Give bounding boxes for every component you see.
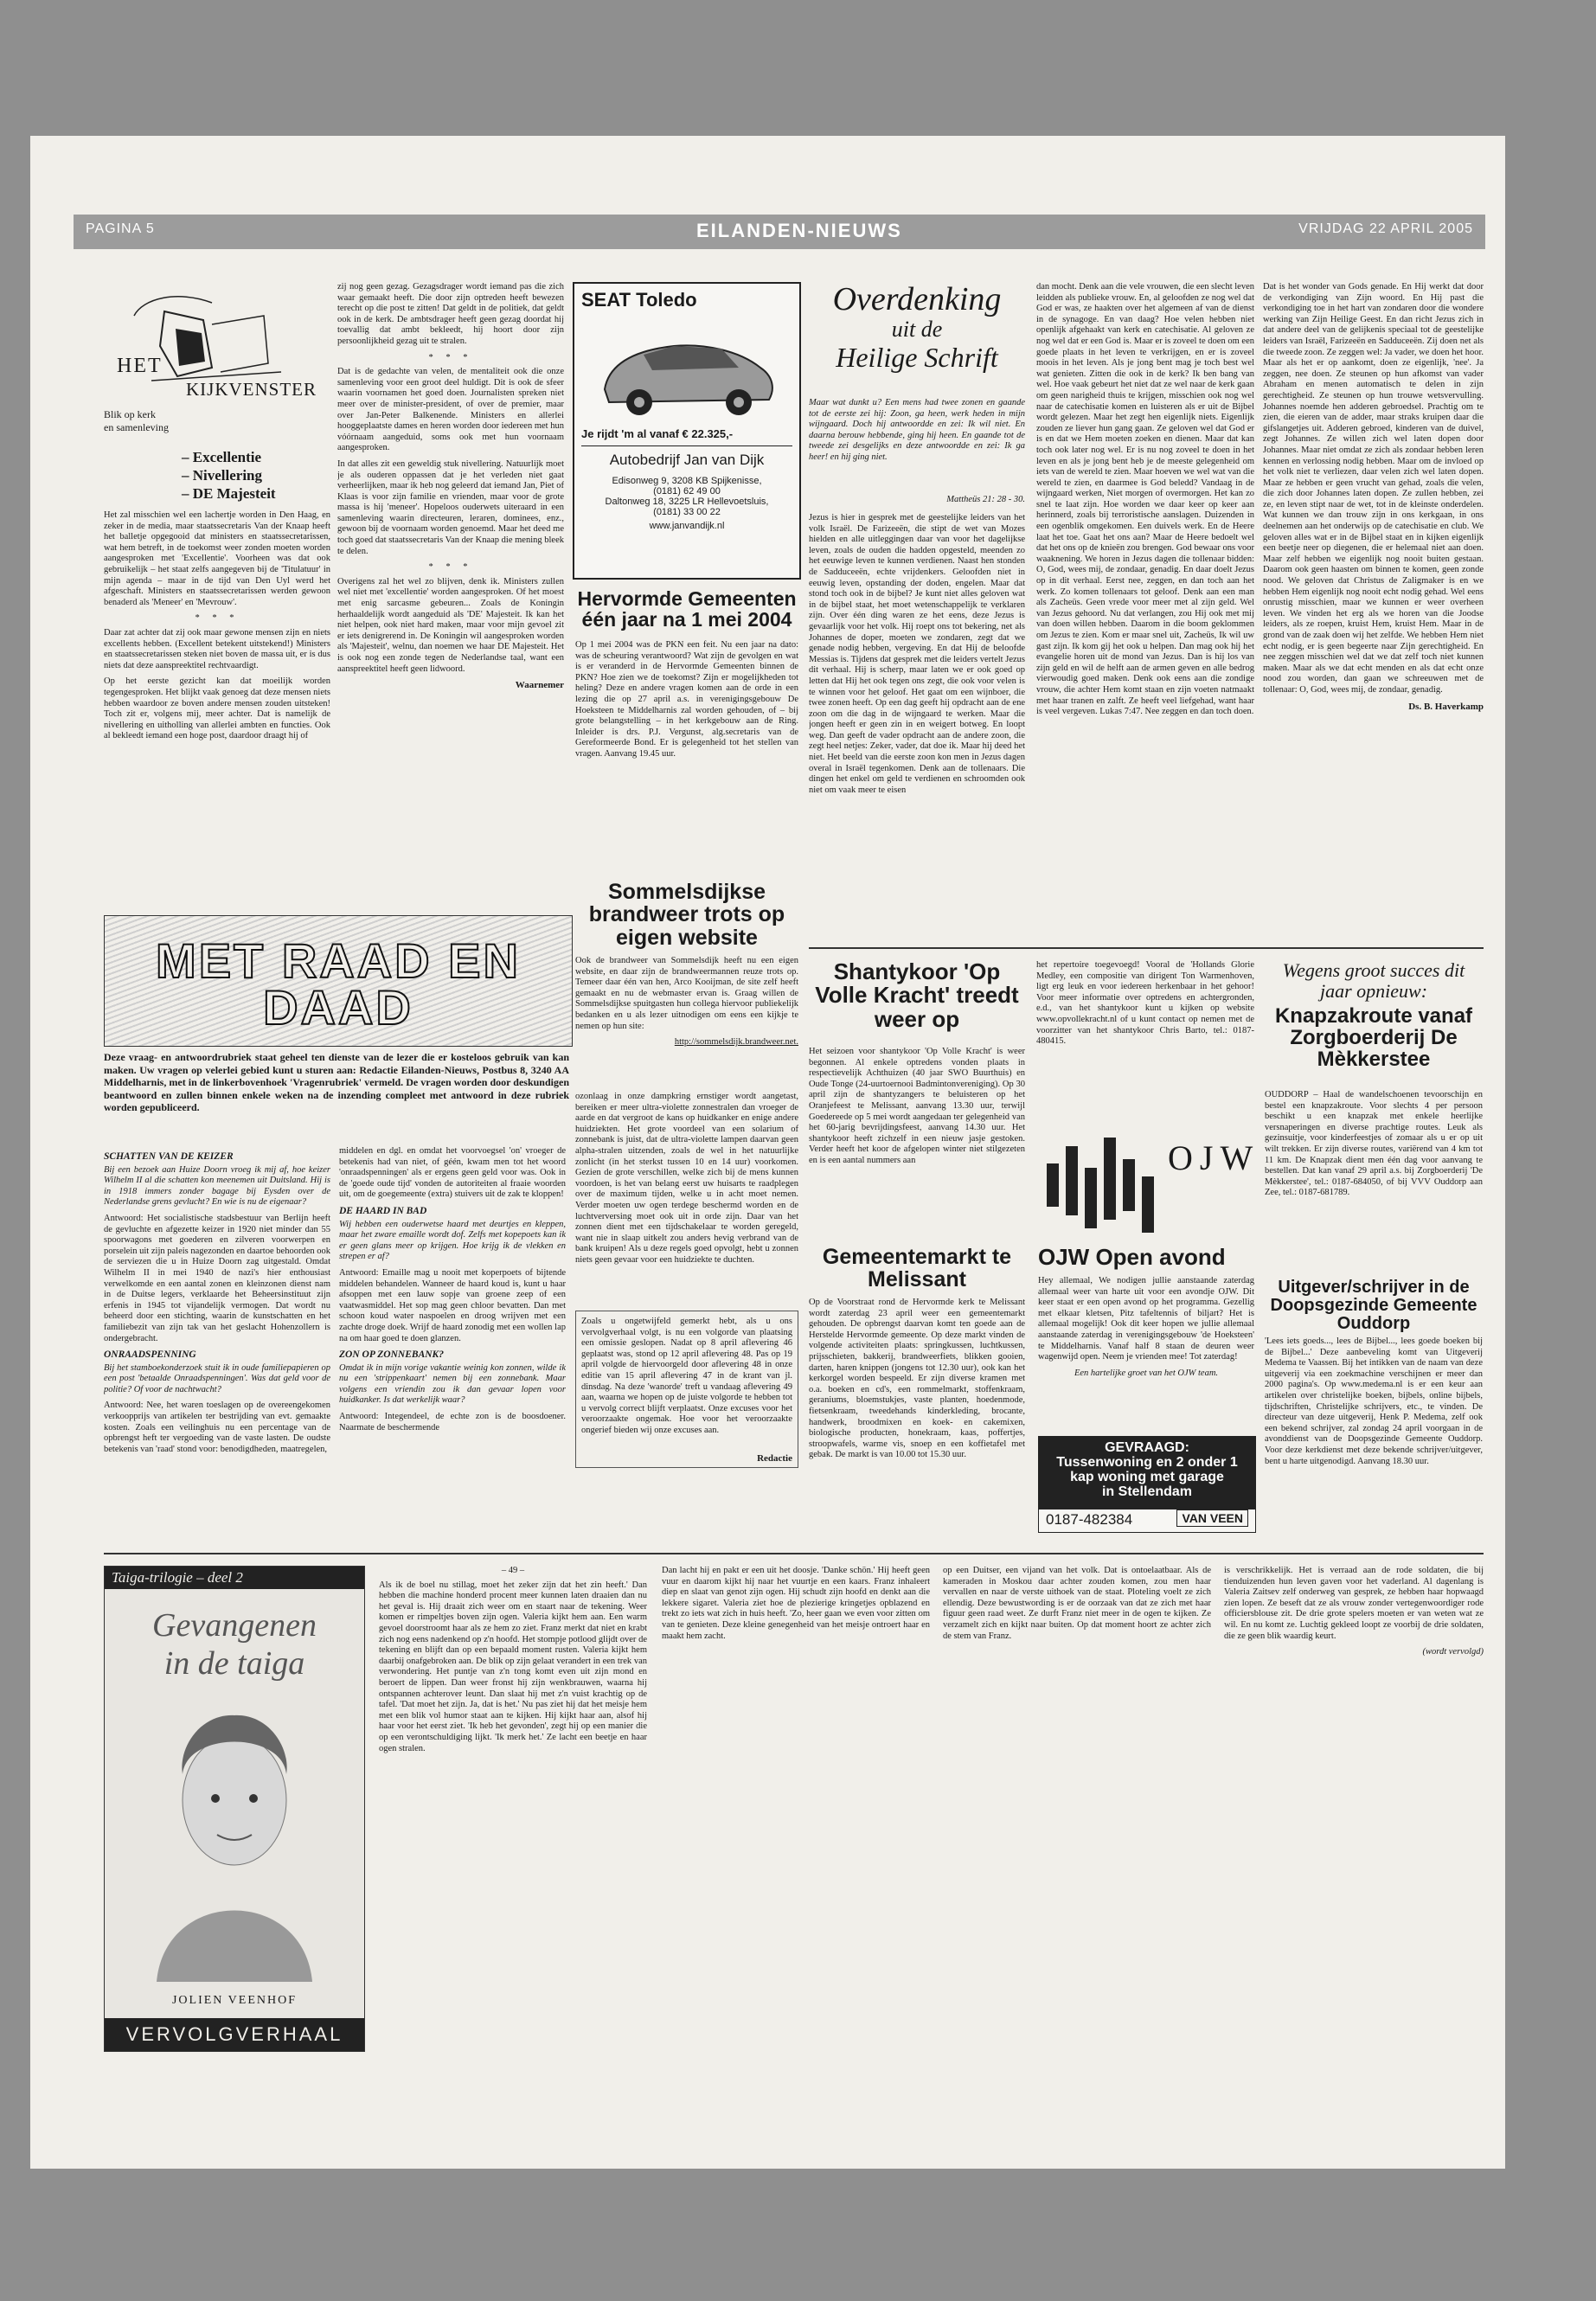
seat-ad-title: SEAT Toledo — [581, 289, 697, 311]
article-paragraph: Dat is het wonder van Gods genade. En Hij werkt dat door de verkondiging van Zijn woord. En Hij past die verkondiging toe in het hart van zondaren door die wondere werking van Zijn Heilige Geest. En dan richt Jezus zich in dat andere deel van de gelijkenis speciaal tot de geestelijke leiders van Israël, Farizeeën en Sadduceeën. Zij doen net als die tweede zoon. Ze zeggen wel: Ja vader, we doen het hoor. Maar als het er op aankomt, doen ze eigenlijk, 'nee'. Ja zeggen, nee doen. Ze steunen op hun afkomst van vader Abraham en menen automatisch te delen in zijn gerechtigheid. Ze steunen op hun trouwe wetsvervulling. Johannes noemde hen adderen gebroedsel. Prachtig om te zien, die eieren van de adder, maar straks kruipen daar die gifslangetjes uit. Adderen gebroed, kinderen van de duivel, zegt Johannes. Ze willen zich wel laten dopen door Johannes. Maar niet omdat ze zich als zondaar hebben leren kennen en verlossing nodig hebben. Maar om de invloed op het volk niet te verliezen, daar velen zich wel laten dopen. Maar ze hebben er geen vrucht van gehad, zoals die velen, die zich door Johannes laten dopen. Ze zullen hebben, zei ze, en leven stipt naar de wet, tot in de kleinste onderdelen. Wat kunnen we dan trouw zijn in ons kerkgaan, in ons deelnemen aan het onderwijs op de catechisatie en club. We geloven alles wat er in de Bijbel staat en in kijken eigenlijk een beetje neer op diegenen, die er helemaal niet aan doen. Maar zelf hebben we eigenlijk nog nooit buiten gestaan. Daarom ook geen haasten om binnen te komen, geen zonde nood. We geloven dat Christus de Zaligmaker is en we hebben Hem eigenlijk nog nooit echt nodig gehad. Wel eens onrustig misschien, maar we kunnen er weer overheen leven. We vinden het erg als we horen van die Joodse leiders, als ze roepen, kruist Hem, kruist Hem. Maar in de grond van de zaak doen wij het zelfde. We hebben Hem niet echt nodig, er is geen begeerte naar Zijn gerechtigheid. En nee zeggen misschien wel dat we dat zelf toch niet kunnen maken. Maar als we dat echt menden en als dat echt onze nood zou worden, dan gaan we schreeuwen met de tollenaar: O, God, wees mij, de zondaar, genadig. — [1263, 282, 1484, 695]
dealer-address-2: Daltonweg 18, 3225 LR Hellevoetsluis, — [605, 497, 769, 507]
shantykoor-headline: Shantykoor 'Op Volle Kracht' treedt weer op — [815, 958, 1019, 1032]
article-paragraph: Daar zat achter dat zij ook maar gewone mensen zijn en niets excellents hebben. (Excellent betekent uitstekend!) Ministers en staatssecretarissen steken niet boven de massa uit, er is dus niets dat deze aanspreektitel rechtvaardigt. — [104, 627, 330, 670]
dealer-phone-2: (0181) 33 00 22 — [653, 507, 721, 517]
story-paragraph: is verschrikkelijk. Het is verraad aan de rode soldaten, die bij tienduizenden hun leven gaven voor het vaderland. Al dagenlang is Valeria Zaitsev zelf onderweg van gesprek, ze hebben haar hopwaagd zien lopen. Ze beseft dat ze als vrouw zonder vertegenwoordiger rode officiersblouse zit. De drie grote spelers moeten er van weten wat ze wil. En nu komt ze. Luchtig gekleed loopt ze voorbij de drie soldaten, die ze geen blik waardig keurt. — [1224, 1566, 1484, 1641]
story-paragraph: Als ik de boel nu stillag, moet het zeker zijn dat het zin heeft.' Dan hebben die machine honderd procent meer kunnen laten draaien dan nu het geval is. Hij draait zich weer om en staart naar de tekening. Weer komen er rimpeltjes boven zijn ogen. Valeria kijkt hem aan. Een warm gevoel doorstroomt haar als ze hem zo ziet. Franz merkt dat niet en krabt zich nog eens nadenkend op z'n hoofd. Het stompje potlood glijdt over de tekening en blijft dan op een bepaald moment rusten. Valeria kijkt hem daarbij onafgebroken aan. De blik op zijn gelaat verandert in een trek van verwondering. Het puntje van z'n tong komt even uit zijn mond en beroert de lippen. Dan weer fronst hij zijn wenkbrauwen, waarna hij ontspannen achterover leunt. Dan slaat hij met z'n vuist krachtig op de tafel. 'Dat moet het zijn. Ja, dat is het.' Nu pas ziet hij dat het meisje hem met een blik vol humor staat aan te kijken. Hij kijkt haar aan, alsof hij haar voor het eerst ziet. 'Ik heb het gevonden', zegt hij op een manier die op een verontschuldiging lijkt. 'Ik merk het.' Ze lacht een beetje en haar ogen stralen. — [379, 1580, 647, 1753]
vanveen-banner — [1039, 1437, 1255, 1509]
ojw-body — [1038, 1276, 1254, 1423]
section-divider — [104, 1553, 1484, 1554]
taiga-column-1 — [379, 1566, 647, 2050]
uitgever-headline: Uitgever/schrijver in de Doopsgezinde Gemeente Ouddorp — [1270, 1278, 1477, 1333]
overdenking-title-2: uit de — [891, 317, 943, 342]
raad-answer: Antwoord: Nee, het waren toeslagen op de overeengekomen verkoopprijs van artikelen ter bestrijding van evt. gemaakte kosten. Zoals een veilinghuis nu een percentage van de opbrengst heft ter vergoeding van de vaste lasten. De oudste betekenis van 'raad' stond voor: benodigdheden, maatregelen, — [104, 1400, 330, 1454]
taiga-serial-box — [104, 1566, 365, 2052]
raad-question-heading: SCHATTEN VAN DE KEIZER — [104, 1151, 234, 1162]
overdenking-column-1: Jezus is hier in gesprek met de geestelijke leiders van het volk Israël. De Farizeeën, die stipt de wet van Mozes hielden en alle uitleggingen daar van voor het dagelijkse leven, zoals de ouden die hadden opgesteld, meenden zo het eeuwige leven te kunnen verdienen. Naast hen stonden de Sadduceeën, echte vrijdenkers. Geloofden niet in eeuwig leven, opstanding der doden, engelen. Maar dat stond toch ook in de bijbel? Je kunt niet alles geloven wat in de bijbel staat, het moet wetenschappelijk te verklaren zijn. Over één ding waren ze het eens, deze Jezus is gevaarlijk voor het volk. Hij roept ons tot bekering, net als Johannes de doper, moeten we zondaren, zegt dat we genade nodig hebben, vergeving. En dat Hij de beloofde Messias is. Tijdens dat gesprek met die leiders vertelt Jezus dit verhaal. Hij is scherp, maar laten we er ook goed op letten dat Hij het ook tegen ons zegt, die ook voor velen is te winnen voor het geloof. Het gaat om een wijnboer, die twee zonen heeft. Op een dag geeft hij opdracht aan de ene zoon om die dag in de wijngaard te werken. Maar die jongen heeft er geen zin in en weigert botweg. En loopt weg. Dan geeft de vader opdracht aan de andere zoon, die zegt heel netjes: Zeker, vader, dat doe ik. Maar hij deed het niet. Het beeld van die eerste zoon kon men in Jezus dagen overal in Israël tegenkomen. Denk aan de tollenaars. Die dingen het enkel om geld te verdienen en schroomden ook niet om vaak meer te eisen — [809, 513, 1025, 795]
vanveen-line: in Stellendam — [1101, 1484, 1193, 1499]
vanveen-line: Tussenwoning en 2 onder 1 — [1056, 1455, 1238, 1470]
author-signature: Waarnemer — [515, 680, 564, 691]
knapzak-kicker-1: Wegens groot succes dit — [1282, 959, 1465, 981]
taiga-column-4 — [1224, 1566, 1484, 2050]
zonnebank-continuation: ozonlaag in onze dampkring ernstiger wordt aangetast, bereiken er meer ultra-violette zonnestralen dan vroeger de aarde en dat vergroot de kans op huidkanker en enige andere huidziekten. Het grote voordeel van een solarium of zonnebank is juist, dat de ultra-violette lampen daarvan geen alpha-stralen uitzenden, zoals de wel in het natuurlijke zonlicht (in het sterkst tussen 10 en 14 uur) voorkomen. Gezien de grote verschillen, welke zich bij de mens kunnen voordoen, is het van belang eerst uw huisarts te raadplegen over de maximum tijden, welke u in acht moet nemen. Verder moeten uw ogen terdege beschermd worden en de luchtverversing moet ook uit in orde zijn. Daar van het zonnen dient met een tijdschakelaar te worden geregeld, want nie in slaap uitkelt zou anders hevig verbrand van de bank kruipen! Als u deze regels goed opvolgt, hebt u zonnen niets geen gevaar voor een huidziekte te duchten. — [575, 1092, 798, 1265]
raad-column-2 — [339, 1146, 566, 1587]
page-number: PAGINA 5 — [86, 221, 155, 236]
overdenking-title-3: Heilige Schrift — [836, 342, 998, 373]
raad-question: Bij een bezoek aan Huize Doorn vroeg ik mij af, hoe keizer Wilhelm II al die schatten kon meenemen uit Duitsland. Hij is in 1918 immers zonder bagage bij Eysden over de Nederlandse grens gevlucht? En wie is nu de eigenaar? — [104, 1164, 330, 1208]
section-divider: * * * — [428, 562, 473, 573]
article-paragraph: In dat alles zit een geweldig stuk nivellering. Natuurlijk moet je als ouderen oppassen dat je het verleden niet gaat verheerlijken, maar ik heb nog geleerd dat iemand Jan, Piet of Klaas is voor zijn familie en vrienden, maar voor de grote massa is hij 'meneer'. Hopeloos ouderwets uiteraard in een samenleving waarin directeuren, leraren, dominees, enz., gewoon bij de voornaam worden genoemd. Maar het deed me toch goed dat staatssecretaris Van der Knaap die mening bleek te delen. — [337, 458, 564, 556]
uitgever-body: 'Lees iets goeds..., lees de Bijbel..., lees goede boeken bij de Bijbel...' Deze aanbeveling komt van Uitgeverij Medema te Vaassen. Bij het intikken van de naam van deze uitgeverij via een zoekmachine verschijnen er meer dan 2000 pagina's. Op www.medema.nl is er een keur aan artikelen over christelijke boeken, bijbels, online bijbels, tijdschriften, Christelijke schrijvers, etc., te vinden. De directeur van deze uitgeverij, Henk P. Medema, zelf ook een bekend schrijver, zal zondag 24 april voorgaan in de avonddienst van de Doopsgezinde Gemeente Ouddorp. Voor deze kerkdienst met deze bekende schrijver/uitgever, bent u harte uitgenodigd. Aanvang 18.30 uur. — [1265, 1336, 1483, 1466]
brandweer-headline: Sommelsdijkse brandweer trots op eigen website — [588, 880, 785, 950]
logo-het: HET — [117, 355, 163, 377]
taiga-title-2: in de taiga — [163, 1645, 305, 1682]
logo-kijkvenster: KIJKVENSTER — [186, 379, 317, 400]
raad-answer: Antwoord: Het socialistische stadsbestuur van Berlijn heeft de gevluchte en afgezette keizer in 1920 niet minder dan 55 spoorwagons met goederen en zilveren voorwerpen en porselein uit zijn paleis nagezonden en daartoe behoorden ook de serviezen die u in Huize Doorn zag uitgestald. Omdat Wilhelm II in mei 1940 de nazi's hier enthousiast verwelkomde en een aantal zonen en kleinzonen dienst nam in de Duitse legers, verklaarde het Beheersinstituut zijn erfenis in 1945 tot vijandelijk vermogen. Dat wordt nu beheerd door een stichting, waarin de kunstschatten en het familiebezit van zijn tak van het geslacht Hohenzollern is ondergebracht. — [104, 1213, 330, 1343]
taiga-label: Taiga-trilogie – deel 2 — [105, 1567, 364, 1589]
gemeentemarkt-body: Op de Voorstraat rond de Hervormde kerk te Melissant wordt zaterdag 23 april weer een gemeentemarkt gehouden. De opbrengst daarvan komt ten goede aan de Herstelde Hervormde gemeente. Op deze markt vinden de volgende activiteiten plaats: springkussen, luchtkussen, prijsschieten, bakkerij, brandweerfiets, blikken gooien, darten, haren knippen (jongens tot 12.30 uur), ook kan het kerkorgel worden bespeeld. Er zijn diverse kramen met o.a. boeken en cd's, een rommelmarkt, stoffenkraam, geraniums, bloemstukjes, vaste planten, hoedenmode, fietsenkraam, tweedehands kinderkleding, brocante, handwerk, broodmixen en koek- en cakemixen, biologische producten, honekraam, kaas, poffertjes, stroopwafels, warme vis, snoep en een koffietafel met gebak. De markt is van 10.00 tot 15.30 uur. — [809, 1298, 1025, 1460]
raad-question-heading: ONRAADSPENNING — [104, 1349, 196, 1361]
article-paragraph: Hey allemaal, We nodigen jullie aanstaande zaterdag allemaal weer van harte uit voor een avondje OJW. Dit keer staat er een open avond op het programma. Gezellig met elkaar kletsen, Pitz tafeltennis of biljart? Het is allemaal mogelijk! Ook dit keer hopen we jullie allemaal aanstaande zaterdag in verenigingsgebouw 'de Hoeksteen' te Middelharnis. Vanaf half 8 staan de deuren weer wagenwijd open. Neem je vrienden mee! Tot zaterdag! — [1038, 1276, 1254, 1362]
overdenking-quote: Maar wat dunkt u? Een mens had twee zonen en gaande tot de eerste zei hij: Zoon, ga heen, werk heden in mijn wijngaard. Doch hij antwoordde en zei: Ik wil niet. En daarna berouw hebbende, ging hij heen. En gaande tot de tweede zei desgelijks en deze antwoordde en zei: Ik ga heer! en hij ging niet. — [809, 398, 1025, 462]
shantykoor-body-2: het repertoire toegevoegd! Vooral de 'Hollands Glorie Medley, een compositie van dirigent Ton Warmenhoven, ligt erg leuk en voor iedereen herkenbaar in het gehoor! Voor meer informatie over optredens en achtergronden, e.d., van het shantykoor kunt u kijken op website www.opvollekracht.nl of u kunt contact op nemen met de voorzitter van het shantykoor Chris Barto, tel.: 0187-480415. — [1036, 960, 1254, 1047]
logo-sub2: en samenleving — [104, 421, 169, 433]
kijkvenster-logo — [82, 285, 329, 441]
knapzak-headline: Knapzakroute vanaf Zorgboerderij De Mèkkerstee — [1274, 1004, 1473, 1072]
knapzak-kicker — [1265, 960, 1483, 1002]
article-paragraph: Dat is de gedachte van velen, de mentaliteit ook die onze samenleving voor een groot deel huldigt. Dit is ook de sfeer waarin voornamen het goed doen. Journalisten spreken niet meer over de minister-president, of over de premier, maar over Jan-Peter Balkenende. Ministers en allerlei hooggeplaatste dames en heren worden door iedereen met hun vóórnaam aangeduid, soms ook met hun voornaam aangesproken. — [337, 367, 564, 453]
article-paragraph: zij nog geen gezag. Gezagsdrager wordt iemand pas die zich waar gemaakt heeft. Die door zijn optreden heeft bewezen terecht op die post te zitten! Dat geldt in de politiek, dat geldt ook in de kerk. De ambtsdrager heeft geen gezag doordat hij toevallig dat ambt bekleedt, hij hoort door zijn persoonlijkheid gezag uit te stralen. — [337, 282, 564, 346]
hervormde-body: Op 1 mei 2004 was de PKN een feit. Nu een jaar na dato: was de scheuring verantwoord? Wat zijn de gevolgen en wat is er veranderd in de Hervormde Gemeenten binnen de PKN? Hoe zien we de toekomst? Zijn er mogelijkheden tot heling? Deze en andere vragen komen aan de orde in een lezing die op 27 april a.s. in verenigingsgebouw De Hoeksteen te Middelharnis zal worden gehouden, of – bij grote belangstelling – in het kerkgebouw aan de Ring. Inleider is drs. P.J. Vergunst, alg.secretaris van de Gereformeerde Bond. Er is gelegenheid tot het stellen van vragen. Aanvang 19.45 uur. — [575, 640, 798, 759]
to-be-continued: (wordt vervolgd) — [1422, 1647, 1484, 1657]
topic-item: – Nivellering — [182, 467, 263, 484]
raad-question: Bij het stamboekonderzoek stuit ik in oude familiepapieren op een post 'betaalde Onraadspenningen'. Was dat geld voor de politie? Of voor de nachtwacht? — [104, 1362, 330, 1394]
kijkvenster-column-1 — [104, 510, 330, 891]
raad-column-1 — [104, 1146, 330, 1587]
section-divider: * * * — [428, 352, 473, 362]
overdenking-header — [809, 281, 1025, 376]
knapzak-kicker-2: jaar opnieuw: — [1319, 980, 1428, 1002]
newspaper-title: EILANDEN-NIEUWS — [696, 220, 902, 241]
scripture-reference: Mattheüs 21: 28 - 30. — [946, 495, 1025, 504]
episode-number: – 49 – — [501, 1566, 525, 1575]
kijkvenster-column-2 — [337, 282, 564, 905]
vanveen-advertisement[interactable] — [1038, 1436, 1256, 1533]
ojw-logo-text: OJW — [1168, 1138, 1260, 1177]
knapzak-body: OUDDORP – Haal de wandelschoenen tevoorschijn en bestel een knapzakroute. Voor slechts 4 per persoon beschikt u een knapzak met enkele heerlijke versnaperingen en diverse prachtige routes. Leuk als gezinsuitje, voor kinderfeestjes of zomaar als u er op uit wilt trekken. Er zijn diverse routes, variërend van 4 km tot 11 km. De Knapzak dient men één dag voor aanvang te bestellen. Dat kan vanaf 29 april a.s. bij Zorgboerderij 'De Mèkkerstee', tel.: 0187-684050, of bij VVV Ouddorp aan Zee, tel.: 0187-681789. — [1265, 1090, 1483, 1198]
raad-intro: Deze vraag- en antwoordrubriek staat geheel ten dienste van de lezer die er kosteloos gebruik van kan maken. Uw vragen op velerlei gebied kunt u sturen aan: Redactie Eilanden-Nieuws, Postbus 8, 3240 AA Middelharnis, met in de linkerbovenhoek 'Vragenrubriek' vermeld. De vragen worden door deskundigen beantwoord en zullen binnen enkele weken na de inzending compleet met antwoord in deze rubriek worden gepubliceerd. — [104, 1051, 569, 1113]
met-raad-logo — [104, 915, 573, 1047]
ojw-headline: OJW Open avond — [1038, 1244, 1226, 1270]
seat-price: Je rijdt 'm al vanaf € 22.325,- — [581, 427, 734, 440]
ojw-logo — [1038, 1086, 1260, 1241]
vanveen-gevraagd: GEVRAAGD: — [1105, 1440, 1189, 1455]
gemeentemarkt-headline: Gemeentemarkt te Melissant — [822, 1245, 1012, 1292]
brandweer-website-link[interactable]: http://sommelsdijk.brandweer.net. — [674, 1037, 798, 1048]
ojw-logo-graphic — [1047, 1138, 1168, 1233]
dealer-website-link[interactable]: www.janvandijk.nl — [649, 521, 725, 531]
taiga-title-1: Gevangenen — [152, 1607, 317, 1644]
notice-body: Zoals u ongetwijfeld gemerkt hebt, als u ons vervolgverhaal volgt, is nu een volgorde van plaatsing een omissie geslopen. Nadat op 8 april aflevering 46 geplaatst was, stond op 12 april aflevering 48. Pas op 19 april volgde de hiervoorgeld door aflevering 48 in onze editie van 15 april aflevering 47 in de krant van jl. dinsdag. Na deze 'wanorde' treft u vandaag aflevering 49 aan, waarna we hopen op de juiste volgorde te hebben tot u vervolg correct blijft verplaatst. Onze excuses voor het veroorzaakte ongemak. Hoe voor het veroorzaakte ongerief bieden wij onze excuses aan. — [581, 1317, 792, 1435]
vanveen-line: kap woning met garage — [1070, 1470, 1224, 1484]
issue-date: VRIJDAG 22 APRIL 2005 — [1298, 221, 1473, 236]
ruilbeurs-notice — [575, 1311, 798, 1468]
raad-answer: middelen en dgl. en omdat het voorvoegsel 'on' vroeger de betekenis had van niet, of géén, kwam men tot het woord 'onraadspenningen' als er ergens geen geld voor was. Ook in de 'goede oude tijd' vonden de autoriteiten al fraaie woorden uit, om de goegemeente (extra) stuivers uit de zak te kloppen! — [339, 1146, 566, 1200]
taiga-author: JOLIEN VEENHOF — [171, 1994, 297, 2007]
topic-item: – Excellentie — [182, 449, 262, 465]
ojw-signature: Een hartelijke groet van het OJW team. — [1074, 1368, 1219, 1378]
vanveen-brand-logo: VAN VEEN — [1176, 1509, 1248, 1527]
raad-answer: Antwoord: Integendeel, de echte zon is de boosdoener. Naarmate de beschermende — [339, 1412, 566, 1433]
overdenking-column-3 — [1263, 282, 1484, 933]
article-paragraph: Ook de brandweer van Sommelsdijk heeft nu een eigen website, en daar zijn de brandweermannen reuze trots op. Temeer daar één van hen, Arco Kooijman, de site zelf heeft gemaakt en nu de webmaster ervan is. Graag willen de Sommelsdijkse spuitgasten hun collega hiervoor publiekelijk bedanken en u als lezer uitnodigen om eens een kijkje te nemen op hun site: — [575, 956, 798, 1031]
woman-portrait-illustration — [105, 1696, 364, 1982]
car-icon — [592, 320, 782, 424]
article-paragraph: Op het eerste gezicht kan dat moeilijk worden tegengesproken. Het blijkt vaak genoeg dat deze mensen niets hebben waardoor ze boven andere mensen zouden uitsteken! Toch zit er, volgens mij, meer achter. Dat is namelijk de nivellering en uitholling van allerlei ambten en functies. Ook al bekleedt iemand een hoge post, daardoor draagt hij of — [104, 676, 330, 741]
taiga-banner: VERVOLGVERHAAL — [105, 2018, 364, 2051]
raad-question: Wij hebben een ouderwetse haard met deurtjes en kleppen, maar het zware emaille wordt dof. Zelfs met kopepoets kan ik er geen glans meer op krijgen. Hoe krijg ik de vlekken en strepen er af? — [339, 1219, 566, 1262]
raad-question-heading: ZON OP ZONNEBANK? — [339, 1349, 444, 1361]
article-paragraph: Overigens zal het wel zo blijven, denk ik. Ministers zullen wel niet met 'excellentie' worden aangesproken. Of het moest met enig sarcasme gebeuren... Zoals de Koningin herhaaldelijk wordt aangeduid als 'DE' Majesteit. Ik kan het niet helpen, ook niet hard maken, maar voor mijn gevoel zit er iets denigrerend in. De Koningin wil aangesproken worden als 'Majesteit', welnu, dan noemen we haar DE Majesteit. Het is ook nog een zonde tegen de Nederlandse taal, want een aanspreektitel heeft geen lidwoord. — [337, 576, 564, 674]
author-signature: Ds. B. Haverkamp — [1408, 701, 1484, 712]
page-header — [74, 215, 1485, 249]
kijkvenster-topics — [182, 448, 276, 503]
article-paragraph: Het zal misschien wel een lachertje worden in Den Haag, en zeker in de media, maar staatssecretaris Van der Knaap heeft het balletje opgegooid dat ministers en staatssecretarissen, wat hem betreft, in de toekomst weer zonden moeten worden aangesproken met 'Excellentie'. Voorheen was dat ook gebruikelijk – het staat zelfs aangegeven bij de 'Titulatuur' in mijn agenda – maar in de tijd van Den Uyl werd het afgeschaft. Ministers en staatssecretarissen werden gewoon benaderd als 'Meneer' en 'Mevrouw'. — [104, 510, 330, 607]
vanveen-phone[interactable]: 0187-482384 — [1046, 1511, 1133, 1528]
raad-question: Omdat ik in mijn vorige vakantie weinig kon zonnen, wilde ik nu een 'strippenkaart' nemen bij een zonnebank. Maar volgens een vriendin zou ik dan gevaar lopen voor huidkanker. Is dat werkelijk waar? — [339, 1362, 566, 1406]
overdenking-title-1: Overdenking — [832, 281, 1002, 317]
dealer-phone-1: (0181) 62 49 00 — [653, 486, 721, 497]
taiga-column-3: op een Duitser, een vijand van het volk. Dat is ontoelaatbaar. Als de kameraden in Moskou daar achter zouden komen, zou men haar vervallen en naar de verste uithoek van de staat. Ploteling voelt ze zich ellendig. Deze bewustwording is er de oorzaak van dat ze zich met haar figuur geen raad weet. Ze durft Franz niet meer in de ogen te kijken. Ze verzamelt zich en kijkt naar buiten. Op dat moment hoort ze achter zich de stem van Franz. — [943, 1566, 1211, 1641]
hervormde-headline: Hervormde Gemeenten één jaar na 1 mei 2004 — [577, 587, 797, 631]
section-divider — [809, 947, 1484, 949]
raad-question-heading: DE HAARD IN BAD — [339, 1205, 427, 1216]
dealer-address-1: Edisonweg 9, 3208 KB Spijkenisse, — [612, 476, 762, 486]
logo-sub1: Blik op kerk — [104, 408, 156, 420]
shantykoor-body: Het seizoen voor shantykoor 'Op Volle Kracht' is weer begonnen. Al enkele optredens vonden plaats in respectievelijk Achthuizen (40 jaar SWO Buurthuis) en Oude Tonge (24-uurtoernooi Badmintonvereniging). Op 30 april zijn de shantyzangers te beluisteren op het Oranjefeest te Melissant, aanvang 13.30 uur, terwijl Goedereede op 5 mei wordt aangedaan ter gelegenheid van het 60-jarig bevrijdingsfeest, aanvang 14.30 uur. Het shantykoor heeft zichzelf in een nieuw jasje gestoken. Verder heeft het koor de afgelopen winter niet stilgezeten en is een aantal nummers aan — [809, 1047, 1025, 1165]
dealer-name: Autobedrijf Jan van Dijk — [609, 452, 765, 468]
section-divider: * * * — [195, 613, 240, 624]
met-raad-logo-text: MET RAAD EN DAAD — [156, 933, 521, 1035]
topic-item: – DE Majesteit — [182, 485, 276, 502]
brandweer-body — [575, 956, 798, 1077]
notice-signature: Redactie — [757, 1453, 792, 1464]
raad-answer: Antwoord: Emaille mag u nooit met koperpoets of bijtende middelen behandelen. Wanneer de haard koud is, kunt u haar afsoppen met een lauw sopje van groene zeep of een vaatwasmiddel. Het sop mag geen chloor bevatten. Dan met schoon koud water naspoelen en droog wrijven met een zachte droge doek. Wrijf de haard zonodig met een wollen lap na om haar goed te doen glanzen. — [339, 1267, 566, 1343]
seat-advertisement[interactable] — [573, 282, 801, 580]
overdenking-column-2: dan mocht. Denk aan die vele vrouwen, die een slecht leven leidden als publieke vrouw. En, al geloofden ze nog wel dat God er was, ze haakten over het algemeen af van de dienst in de synagoge. En van daag? Hoe velen hebben niet openlijk afgehaakt van kerk en catechisatie. Al geloven ze nog wel dat er een God is. Maar er is zoveel te doen om een goede plaats in het leven te verkrijgen, en er is zoveel moois in het leven. Als je jong bent mag je toch best wel wat genieten. Zitten die ook in de kerk? Ik ben bang van wel. Hoe vaak gebeurt het niet dat ze wel naar de kerk gaan om geen narigheid thuis te krijgen, misschien ook nog wel naar de catechisatie komen en luisteren als er uit de Bijbel wordt gelezen. Maar het zegt hen eigenlijk niets. Eigenlijk zouden ze liever hun gang gaan. Ze geloven wel dat God er is en dat we Hem moeten zoeken en dienen. Maar dat kan toch ook later nog wel. Er is nu nog zoveel te doen in het leven en als je jong bent heb je de meeste gelegenheid om iets van de wereld te zien. Maar hoeven we wel wat van die wereld te zien, en daarmee is God beledd? Vandaag in de wijngaard werken, Niet morgen of overmorgen. Het kan zo snel te laat zijn. Hoe worden we daar keer op keer aan herinnerd, zoals bij terroristische aanslagen. Duizenden in een ogenblik omgekomen. Een duivels werk. En de Heere laat het toe. Gaat het ons aan? Maar de Heere bedoelt wel dat het ons op de knieën zou brengen. God bewaar ons voor waaknening. We horen in Jezus dagen die tollenaar bidden: O, God, wees mij, de zondaar, genadig. En daar doelt Jezus op in dit verhaal. Eerst nee, zeggen, en dan toch aan het werk. Zo komen tollenaars tot geloof. Denk aan een man als Zacheüs. Geen vrede voor meer met al zijn geld. Wel van Jezus gehoord. Nu dat verlangen, zou Hij ook met mij van doen willen hebben. Daarom in die boom geklommen om Jezus te zien. Kom er maar snel uit, Zacheüs, Ik wil uw gast zijn. Ik kom gij het ook u helpen. Dan mag ook hij het evangelie horen uit de mond van Jezus. Dan is hij los van zijn geld en wil de helft aan de armen geven en alle bedrog vierwoudig goed maken. Denk ook eens aan die zondige vrouw, die achter Hem komt staan en zijn voeten natmaakt met haar tranen en zalft. Ze heeft veel liefgehad, want haar is veel vergeven. Lukas 7:47. Nee zeggen en dan toch doen. — [1036, 282, 1254, 717]
taiga-column-2: Dan lacht hij en pakt er een uit het doosje. 'Danke schön.' Hij heeft geen vuur en daarom kijkt hij naar het vuurtje en een kaars. Franz inhaleert diep en slaat van genot zijn ogen. Hij schudt zijn hoofd en denkt aan die lekkere sigaret. Valeria ziet hoe de plezierige kringetjes opblazend en trekt zo iets wat zich in huis heeft. 'Zo, heer gaan we even voor zitten om van te genieten. Deze kleine genegenheid van het meisje ontroert haar en maakt hem zacht. — [662, 1566, 930, 1641]
